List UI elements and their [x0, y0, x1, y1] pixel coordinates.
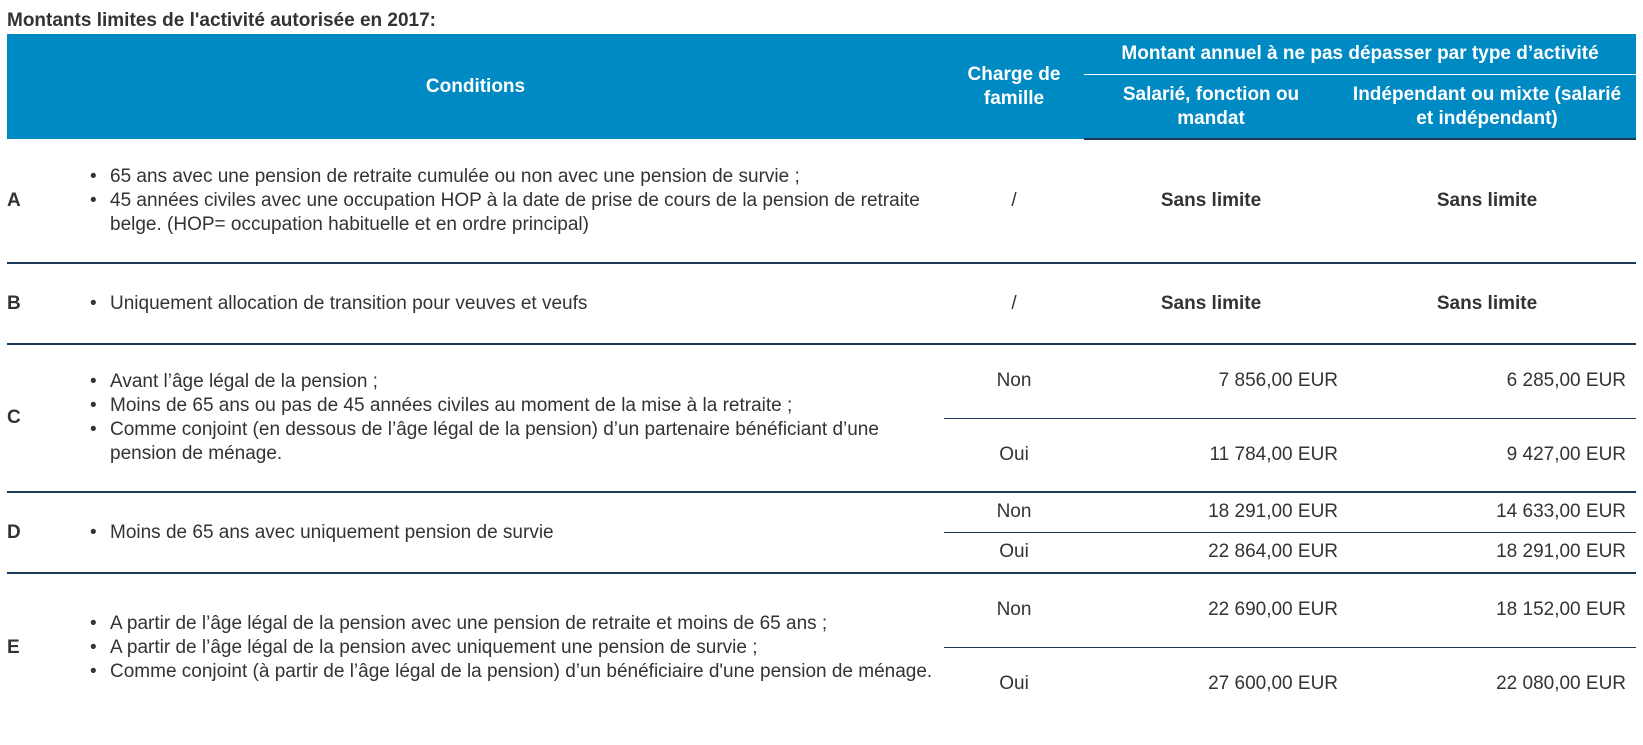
independant-value: 18 152,00 EUR	[1338, 573, 1636, 647]
limits-table	[7, 34, 1636, 721]
condition-item: • Comme conjoint (en dessous de l’âge légal de la pension) d’un partenaire bénéficiant d’une pension de ménage.	[87, 418, 944, 466]
salarie-value: Sans limite	[1084, 263, 1338, 344]
condition-item: • Uniquement allocation de transition pour veuves et veufs	[87, 292, 944, 316]
charge-famille-value: Oui	[999, 673, 1029, 695]
salarie-value: 27 600,00 EUR	[1208, 673, 1339, 695]
header-salarie: Salarié, fonction ou mandat	[1084, 75, 1338, 140]
salarie-value: 22 690,00 EUR	[1084, 573, 1338, 647]
conditions-list	[87, 612, 944, 684]
condition-item: • A partir de l’âge légal de la pension avec une pension de retraite et moins de 65 ans ;	[87, 612, 944, 636]
header-conditions: Conditions	[7, 34, 944, 139]
row-letter: C	[7, 344, 87, 492]
table-row	[7, 344, 1636, 418]
charge-famille-value: Oui	[944, 418, 1084, 492]
salarie-value: 11 784,00 EUR	[1084, 418, 1338, 492]
condition-item: • Comme conjoint (à partir de l’âge légal de la pension) d’un bénéficiaire d'une pension de ménage.	[87, 660, 944, 684]
condition-item: • Avant l’âge légal de la pension ;	[87, 370, 944, 394]
salarie-value: 18 291,00 EUR	[1084, 492, 1338, 532]
charge-famille-value: Oui	[944, 532, 1084, 573]
charge-famille-value: Non	[944, 573, 1084, 647]
header-charge-famille: Charge de famille	[944, 34, 1084, 139]
independant-value: 18 291,00 EUR	[1338, 532, 1636, 573]
charge-famille-value: /	[944, 263, 1084, 344]
page-title: Montants limites de l'activité autorisée en 2017:	[7, 10, 436, 31]
salarie-value: 7 856,00 EUR	[1084, 344, 1338, 418]
conditions-cell	[87, 139, 944, 263]
independant-value: Sans limite	[1338, 263, 1636, 344]
conditions-cell	[87, 263, 944, 344]
header-montant-annuel: Montant annuel à ne pas dépasser par type d’activité	[1084, 34, 1636, 75]
table-row	[7, 139, 1636, 263]
conditions-cell	[87, 492, 944, 573]
condition-item: • Moins de 65 ans ou pas de 45 années civiles au moment de la mise à la retraite ;	[87, 394, 944, 418]
table-row	[7, 573, 1636, 647]
independant-value: Sans limite	[1338, 139, 1636, 263]
salarie-value: 22 864,00 EUR	[1084, 532, 1338, 573]
independant-value: 14 633,00 EUR	[1338, 492, 1636, 532]
independant-value: 9 427,00 EUR	[1338, 418, 1636, 492]
conditions-list	[87, 521, 944, 545]
independant-value: 6 285,00 EUR	[1338, 344, 1636, 418]
condition-item: • A partir de l’âge légal de la pension avec uniquement une pension de survie ;	[87, 636, 944, 660]
condition-item: • 65 ans avec une pension de retraite cumulée ou non avec une pension de survie ;	[87, 165, 944, 189]
conditions-cell	[87, 573, 944, 721]
condition-item: • Moins de 65 ans avec uniquement pension de survie	[87, 521, 944, 545]
conditions-list	[87, 165, 944, 237]
condition-item: • 45 années civiles avec une occupation HOP à la date de prise de cours de la pension de retraite belge. (HOP= occupation habituelle et en ordre principal)	[87, 189, 944, 237]
conditions-cell	[87, 344, 944, 492]
table-row	[7, 263, 1636, 344]
charge-famille-value: Non	[944, 344, 1084, 418]
row-letter: A	[7, 139, 87, 263]
table-row	[7, 492, 1636, 532]
row-letter: D	[7, 492, 87, 573]
independant-value: 22 080,00 EUR	[1496, 673, 1627, 695]
header-independant: Indépendant ou mixte (salarié et indépendant)	[1338, 75, 1636, 140]
conditions-list	[87, 370, 944, 466]
row-letter: B	[7, 263, 87, 344]
charge-famille-value: /	[944, 139, 1084, 263]
charge-famille-value: Non	[944, 492, 1084, 532]
salarie-value: Sans limite	[1084, 139, 1338, 263]
conditions-list	[87, 292, 944, 316]
row-letter: E	[7, 636, 20, 658]
